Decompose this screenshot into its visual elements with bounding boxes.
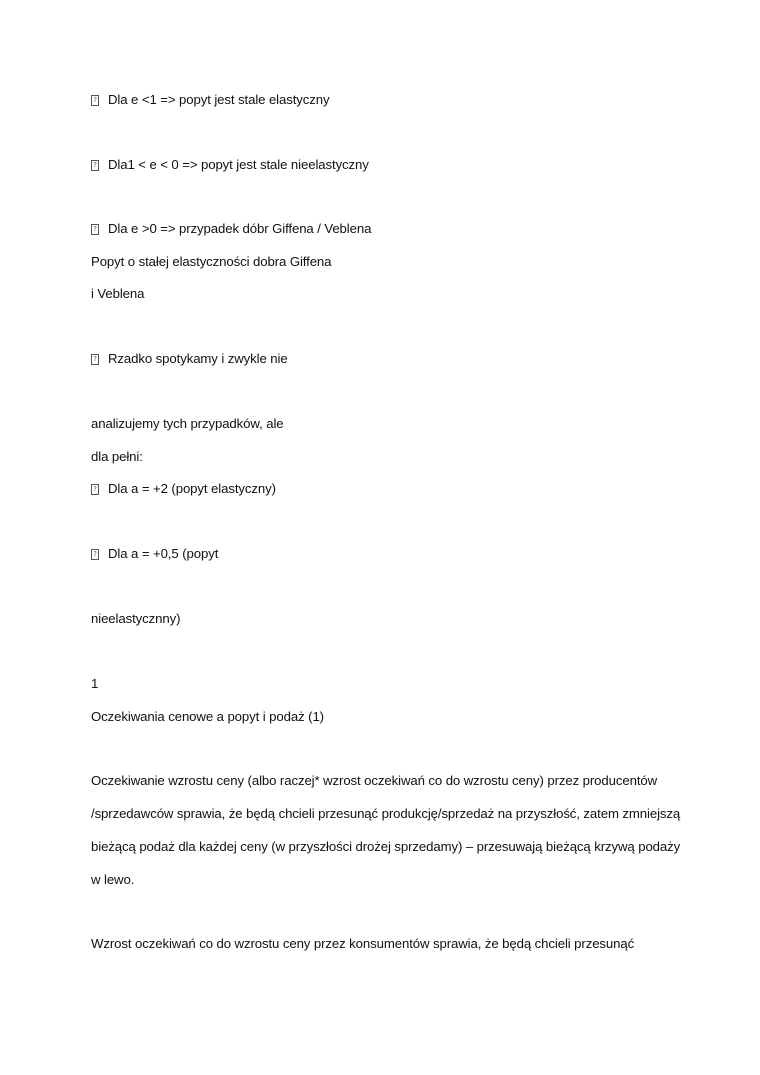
text-line: dla pełni: [91,449,143,464]
bullet-item [91,546,218,562]
missing-glyph-icon: ? [91,354,99,365]
missing-glyph-icon: ? [91,484,99,495]
bullet-text: Rzadko spotykamy i zwykle nie [108,351,288,366]
paragraph-line: /sprzedawców sprawia, że będą chcieli przesunąć produkcję/sprzedaż na przyszłość, zatem zmniejszą [91,806,681,821]
bullet-item [91,481,276,497]
bullet-text: Dla a = +0,5 (popyt [108,546,219,561]
bullet-text: Dla a = +2 (popyt elastyczny) [108,481,276,496]
page-number: 1 [91,676,99,691]
missing-glyph-icon: ? [91,95,99,106]
paragraph-line: bieżącą podaż dla każdej ceny (w przyszłości drożej sprzedamy) – przesuwają bieżącą krzywą podaży [91,839,681,854]
text-line: analizujemy tych przypadków, ale [91,416,284,431]
bullet-text: Dla e <1 => popyt jest stale elastyczny [108,92,330,107]
bullet-item [91,221,371,237]
bullet-item [91,157,369,173]
paragraph-line: Oczekiwanie wzrostu ceny (albo raczej* wzrost oczekiwań co do wzrostu ceny) przez producentów [91,773,658,788]
bullet-text: Dla e >0 => przypadek dóbr Giffena / Veblena [108,221,372,236]
missing-glyph-icon: ? [91,160,99,171]
bullet-item [91,351,288,367]
section-heading: Oczekiwania cenowe a popyt i podaż (1) [91,709,324,724]
bullet-text: Dla1 < e < 0 => popyt jest stale nieelastyczny [108,157,369,172]
paragraph-line: Wzrost oczekiwań co do wzrostu ceny przez konsumentów sprawia, że będą chcieli przesunąć [91,936,635,951]
text-line: i Veblena [91,286,145,301]
text-line: Popyt o stałej elastyczności dobra Giffena [91,254,332,269]
missing-glyph-icon: ? [91,224,99,235]
missing-glyph-icon: ? [91,549,99,560]
bullet-item [91,92,330,108]
text-line: nieelastycznny) [91,611,181,626]
paragraph-line: w lewo. [91,872,135,887]
